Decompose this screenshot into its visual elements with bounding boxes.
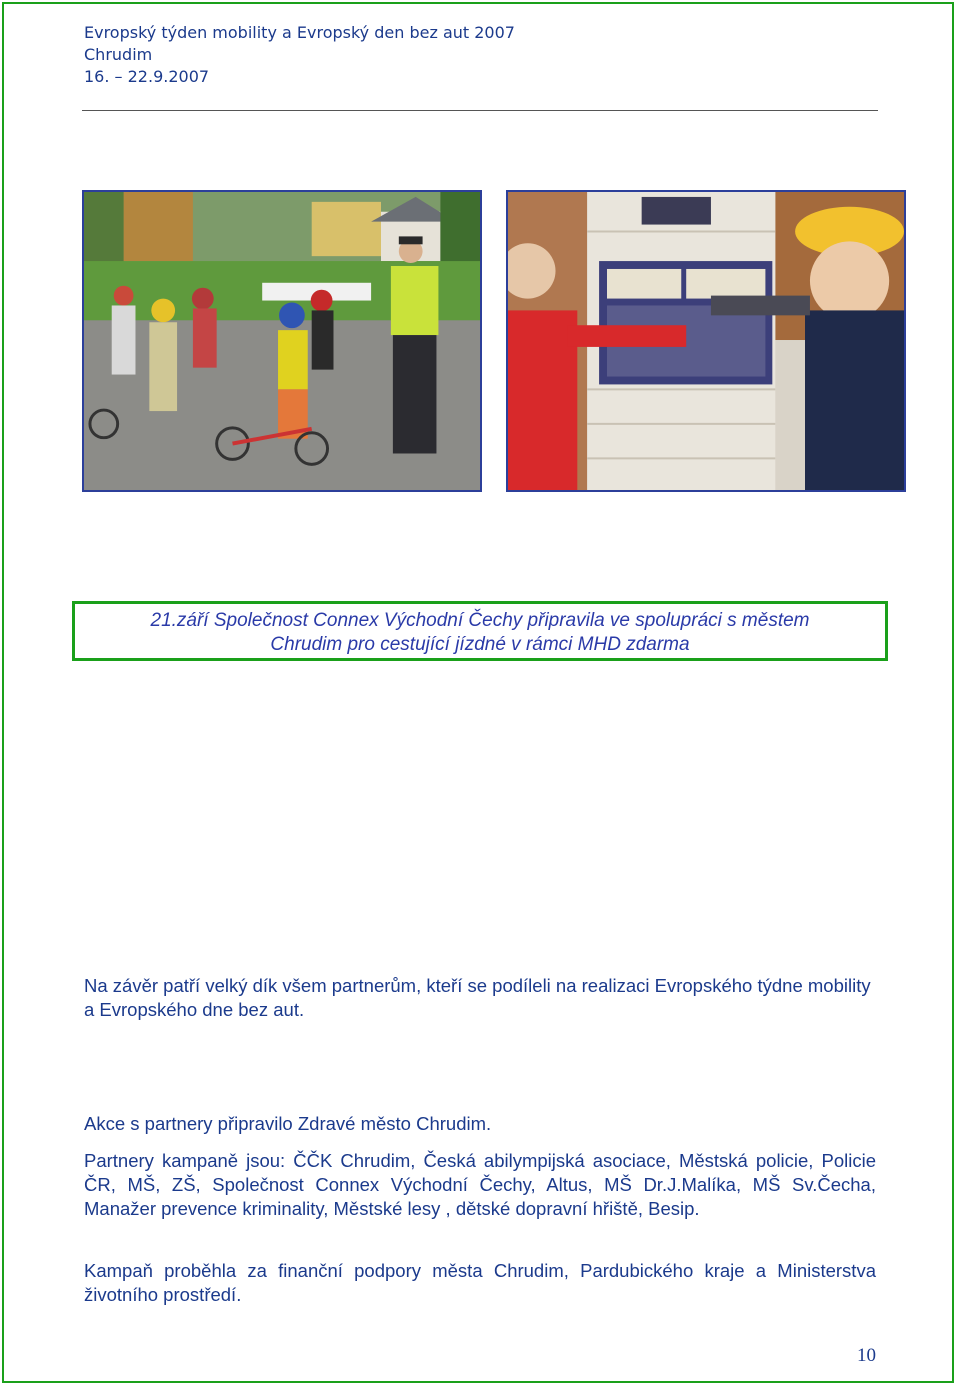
page-number: 10 (857, 1345, 876, 1366)
caption-line-2: Chrudim pro cestující jízdné v rámci MHD zdarma (270, 634, 690, 655)
header-title: Evropský týden mobility a Evropský den bez aut 2007 (84, 23, 515, 42)
header-divider (82, 110, 878, 111)
paragraph-organizer: Akce s partnery připravilo Zdravé město Chrudim. (84, 1113, 492, 1134)
page-header (84, 22, 515, 88)
paragraph-funding: Kampaň proběhla za finanční podpory města Chrudim, Pardubického kraje a Ministerstva životního prostředí. (84, 1260, 876, 1305)
photo-children-poster (506, 190, 906, 492)
paragraph-thanks: Na závěr patří velký dík všem partnerům, kteří se podíleli na realizaci Evropského týdne mobility a Evropského dne bez aut. (84, 975, 871, 1020)
header-dates: 16. – 22.9.2007 (84, 67, 210, 86)
header-city: Chrudim (84, 45, 153, 64)
caption-box (72, 601, 888, 661)
paragraph-partners: Partnery kampaně jsou: ČČK Chrudim, Česká abilympijská asociace, Městská policie, Policie ČR, MŠ, ZŠ, Společnost Connex Východní Čechy, Altus, MŠ Dr.J.Malíka, MŠ Sv.Čecha, Manažer prevence kriminality, Městské lesy , dětské dopravní hřiště, Besip. (84, 1150, 876, 1219)
caption-line-1: 21.září Společnost Connex Východní Čechy připravila ve spolupráci s městem (150, 610, 810, 631)
photo-children-bikes (82, 190, 482, 492)
